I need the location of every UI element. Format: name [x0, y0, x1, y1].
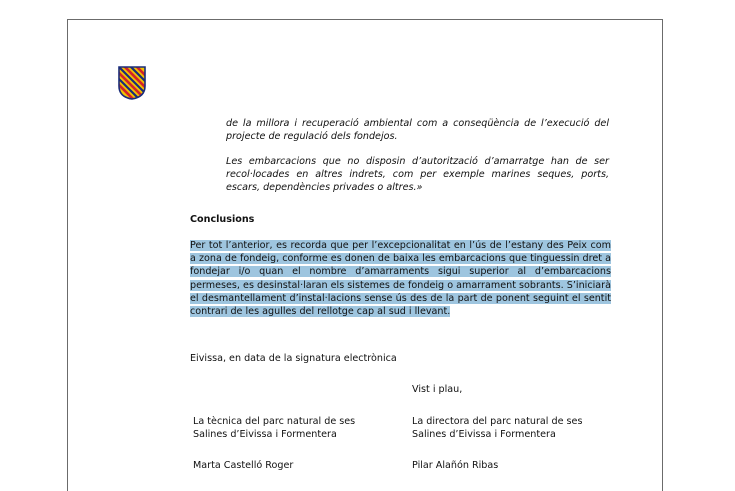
- selected-text[interactable]: Per tot l’anterior, es recorda que per l’excepcionalitat en l’ús de l’estany des Peix com a zona de fondeig, conforme es donen de baixa les embarcacions que tinguessin dret a fondejar i/o quan el nombre d’amarraments sigui superior al d’embarcacions permeses, es desinstal·laran els sistemes de fondeig o amarrament sobrants. S’iniciarà el desmantellament d’instal·lacions sense ús des de la part de ponent seguint el sentit contrari de les agulles del rellotge cap al sud i llevant.: [190, 240, 611, 318]
- section-heading-conclusions: Conclusions: [190, 214, 255, 225]
- quote-paragraph-1: de la millora i recuperació ambiental com a conseqüència de l’execució del projecte de regulació dels fondejos.: [226, 118, 609, 142]
- conclusions-paragraph[interactable]: [190, 239, 611, 318]
- left-signatory-title: [193, 416, 355, 441]
- right-title-line-1: La directora del parc natural de ses: [412, 416, 583, 427]
- quote-paragraph-2: Les embarcacions que no disposin d’autorització d’amarratge han de ser recol·locades en altres indrets, com per exemple marines seques, ports, escars, dependències privades o altres.»: [226, 156, 609, 193]
- right-signatory-title: [412, 416, 582, 441]
- right-title-line-2: Salines d’Eivissa i Formentera: [412, 428, 556, 440]
- place-date-line: Eivissa, en data de la signatura electrònica: [190, 353, 397, 364]
- left-title-line-2: Salines d’Eivissa i Formentera: [193, 428, 337, 440]
- coat-of-arms-icon: [118, 66, 146, 100]
- approval-line: Vist i plau,: [412, 384, 463, 395]
- left-title-line-1: La tècnica del parc natural de ses: [193, 416, 356, 427]
- right-signatory-name: Pilar Alañón Ribas: [412, 460, 499, 471]
- document-page: [67, 19, 663, 491]
- left-signatory-name: Marta Castelló Roger: [193, 460, 294, 471]
